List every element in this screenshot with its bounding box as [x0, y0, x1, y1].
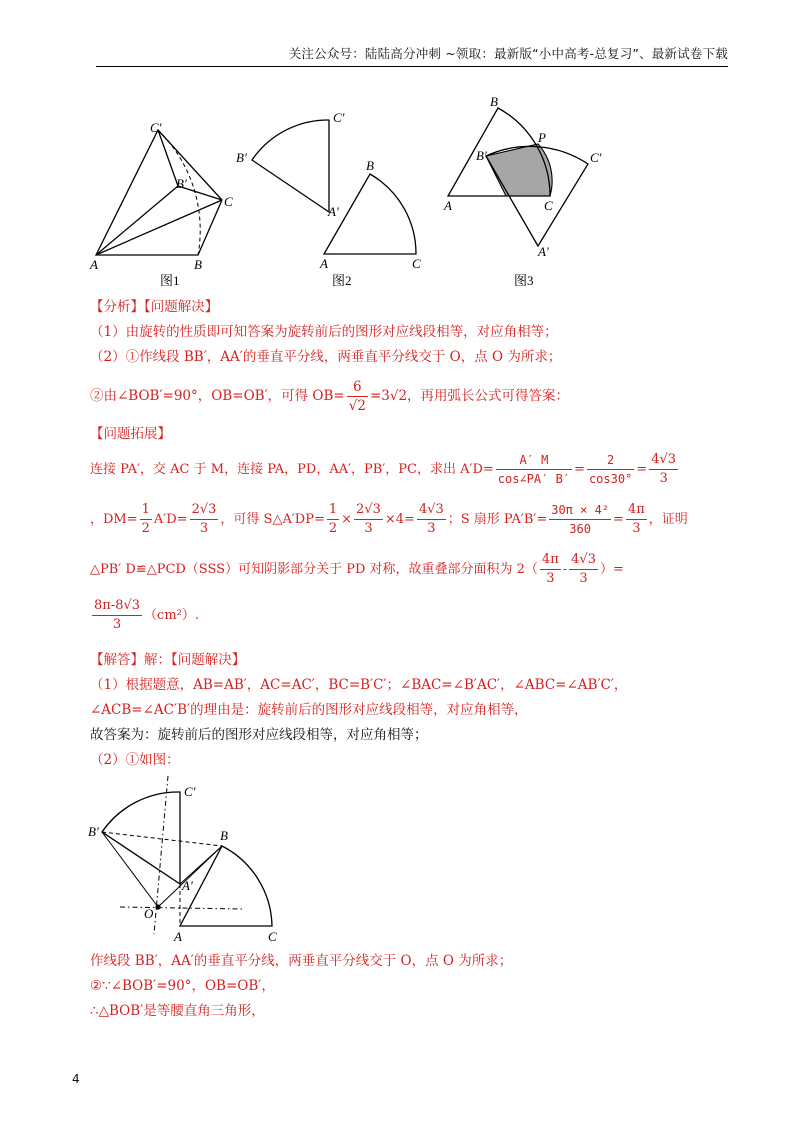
ext3-b: ）= [599, 562, 624, 577]
answer-p6: ②∵∠BOB′=90°，OB=OB′， [90, 978, 275, 994]
fig2-label-aprime: A′ [328, 204, 339, 219]
fig1-label-b: B [194, 257, 202, 272]
fig3-label-a: A [444, 198, 452, 213]
ext1-text: 连接 PA′，交 AC 于 M，连接 PA，PD，AA′，PB′，PC，求出 A′D= [90, 462, 494, 477]
fig2-label-bprime: B′ [236, 150, 247, 165]
answer-p7: ∴△BOB′是等腰直角三角形， [90, 1003, 265, 1019]
fig2-caption: 图2 [332, 273, 352, 288]
figure-4 [88, 776, 298, 946]
extension-line-4 [90, 597, 730, 634]
page-number: 4 [72, 1072, 80, 1086]
ext3-a: △PB′ D≌△PCD（SSS）可知阴影部分关于 PD 对称，故重叠部分面积为 2（ [90, 562, 538, 577]
fig1-caption: 图1 [160, 273, 180, 288]
ext4-b: （cm²）. [144, 608, 199, 623]
fig1-label-a: A [90, 257, 98, 272]
frac-2sqrt3-3: $\frac{2√3}{3}$ [191, 502, 217, 536]
fig2-label-c: C [412, 256, 421, 271]
frac-1-2b: $\frac{1}{2}$ [328, 502, 338, 536]
ext2-c: ，可得 S△A′DP= [220, 512, 325, 527]
header-rule [96, 66, 728, 67]
fig4-label-bprime: B′ [88, 824, 99, 839]
fig2-label-a: A [320, 256, 328, 271]
analysis-p3 [90, 378, 730, 415]
extension-line-1 [90, 451, 730, 488]
fig4-label-cprime: C′ [184, 784, 196, 799]
figure-3 [440, 94, 610, 288]
frac-4sqrt3-3b: $\frac{4√3}{3}$ [418, 502, 444, 536]
answer-p5: 作线段 BB′，AA′的垂直平分线，两垂直平分线交于 O，点 O 为所求； [90, 953, 513, 969]
ext2-eq: = [613, 512, 624, 527]
answer-p1: （1）根据题意，AB=AB′，AC=AC′，BC=B′C′；∠BAC=∠B′AC′，∠ABC=∠AB′C′， [90, 677, 628, 693]
fig4-label-c: C [268, 929, 277, 944]
fig1-label-cprime: C′ [150, 120, 162, 135]
ext2-e: ×4= [384, 512, 415, 527]
fig3-label-aprime: A′ [538, 244, 549, 259]
fig2-label-cprime: C′ [333, 110, 345, 125]
ext2-g: ，证明 [648, 512, 688, 527]
fig3-caption: 图3 [514, 273, 534, 288]
frac-6-sqrt2: $\frac{6}{√2}$ [348, 379, 366, 414]
fig4-label-a: A [174, 929, 182, 944]
analysis-p3-a: ②由∠BOB′=90°，OB=OB′，可得 OB= [90, 388, 345, 404]
frac-4pi-3b: $\frac{4\pi}{3}$ [541, 552, 559, 586]
extension-title: 【问题拓展】 [90, 426, 171, 442]
fig2-label-b: B [366, 158, 374, 173]
figure-1 [90, 118, 240, 288]
frac-4sqrt3-3c: $\frac{4√3}{3}$ [571, 552, 596, 586]
answer-p3: 故答案为：旋转前后的图形对应线段相等，对应角相等； [90, 727, 428, 743]
fig4-label-aprime: A′ [182, 878, 193, 893]
fig3-label-cprime: C′ [590, 150, 602, 165]
fig4-label-b: B [220, 828, 228, 843]
frac-am-cos: $\frac{A' M}{\cos\angle PA' B'}$ [497, 453, 571, 486]
ext2-b: A′D= [153, 512, 188, 527]
analysis-p1: （1）由旋转的性质即可知答案为旋转前后的图形对应线段相等，对应角相等； [90, 324, 558, 340]
frac-final: $\frac{8\pi-8√3}{3}$ [94, 598, 141, 632]
fig3-label-c: C [544, 198, 553, 213]
answer-p4: （2）①如图： [90, 752, 180, 768]
frac-1-2: $\frac{1}{2}$ [141, 502, 150, 536]
fig1-label-bprime: B′ [176, 176, 187, 191]
analysis-title: 【分析】【问题解决】 [90, 299, 219, 315]
frac-2-cos30: $\frac{2}{\cos 30^\circ}$ [588, 453, 633, 486]
ext3-minus: - [562, 562, 568, 577]
frac-sector: $\frac{\text{30π × 4²}}{360}$ [551, 503, 610, 536]
ext2-f: ；S 扇形 PA′B′= [447, 512, 548, 527]
frac-4pi-3: $\frac{4\pi}{3}$ [627, 502, 645, 536]
frac-4sqrt3-3: $\frac{4√3}{3}$ [651, 452, 677, 486]
ext1-eq2: = [636, 462, 648, 477]
ext2-d: × [341, 512, 353, 527]
fig1-label-c: C [224, 194, 233, 209]
figure-2 [236, 108, 436, 288]
extension-line-3 [90, 551, 730, 588]
analysis-p3-b: =3√2，再用弧长公式可得答案： [369, 388, 570, 404]
fig3-label-p: P [538, 130, 546, 145]
fig3-label-bprime: B′ [476, 148, 487, 163]
answer-p2: ∠ACB=∠AC′B′的理由是：旋转前后的图形对应线段相等，对应角相等， [90, 702, 528, 718]
extension-line-2 [90, 501, 730, 538]
ext1-eq1: = [574, 462, 585, 477]
answer-title: 【解答】解：【问题解决】 [90, 652, 246, 668]
page-header: 关注公众号：陆陆高分冲刺 ~领取：最新版“小中高考-总复习”、最新试卷下载 [288, 46, 728, 61]
analysis-p2: （2）①作线段 BB′，AA′的垂直平分线，两垂直平分线交于 O，点 O 为所求； [90, 349, 562, 365]
fig3-label-b: B [490, 94, 498, 109]
ext2-a: ，DM= [90, 512, 138, 527]
frac-2sqrt3-3b: $\frac{2√3}{3}$ [356, 502, 381, 536]
fig4-label-o: O [144, 906, 154, 921]
